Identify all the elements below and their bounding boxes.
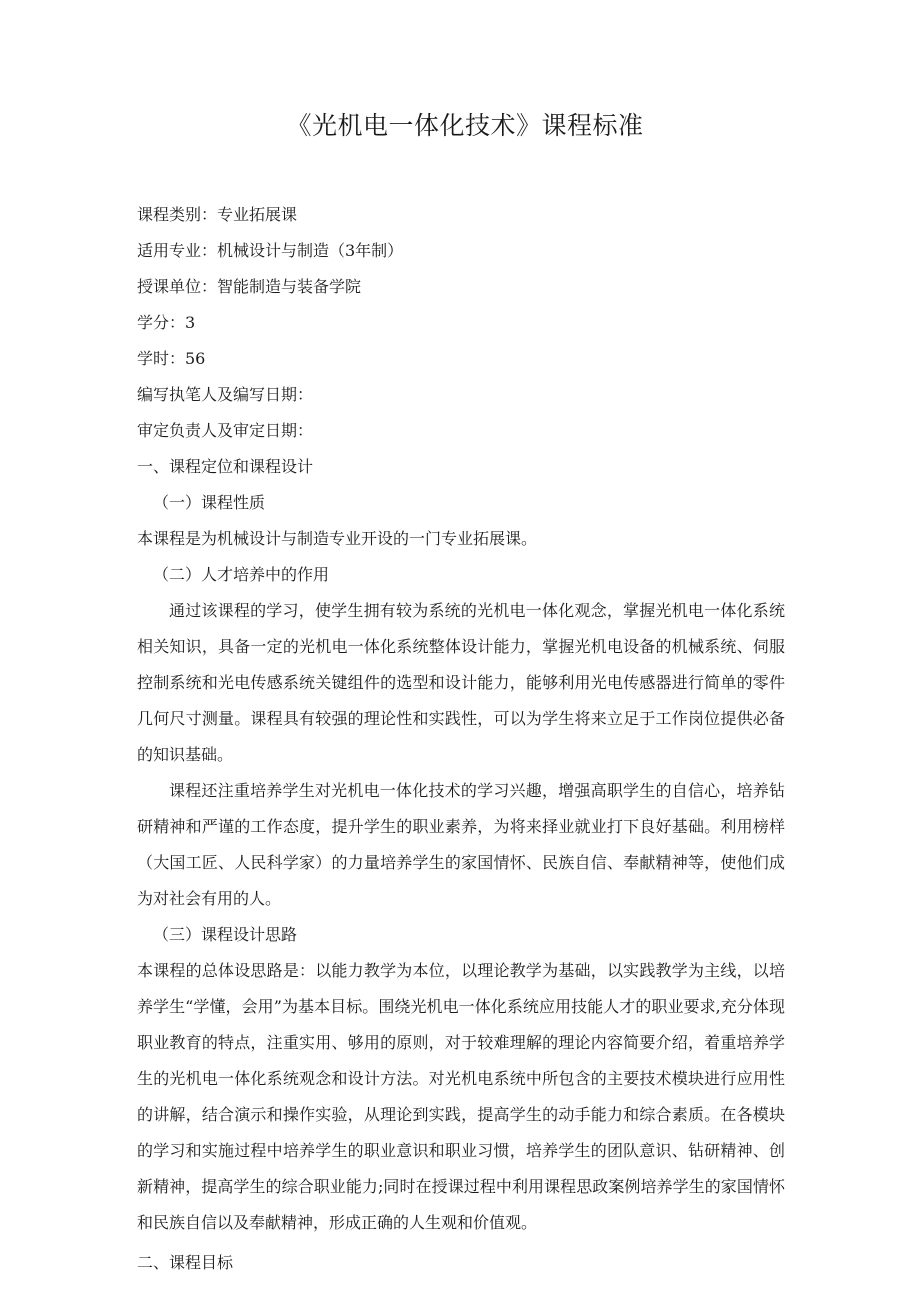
meta-teaching-unit: 授课单位：智能制造与装备学院: [137, 277, 362, 296]
meta-hours: 学时：56: [137, 349, 206, 368]
section-1-1-heading: （一）课程性质: [153, 493, 266, 512]
meta-course-category: 课程类别：专业拓展课: [137, 205, 298, 224]
section-2-heading: 二、课程目标: [137, 1253, 234, 1272]
section-1-heading: 一、课程定位和课程设计: [137, 457, 314, 476]
meta-reviewer-date: 审定负责人及审定日期：: [137, 421, 314, 440]
meta-applicable-major: 适用专业：机械设计与制造（3年制）: [137, 241, 404, 260]
section-1-1-text: 本课程是为机械设计与制造专业开设的一门专业拓展课。: [137, 529, 538, 548]
section-1-3-paragraph-1: 本课程的总体设思路是：以能力教学为本位，以理论教学为基础，以实践教学为主线，以培养学生“学懂，会用”为基本目标。围绕光机电一体化系统应用技能人才的职业要求,充分体现职业教育的特点，注重实用、够用的原则，对于较难理解的理论内容简要介绍，着重培养学生的光机电一体化系统观念和设计方法。对光机电系统中所包含的主要技术模块进行应用性的讲解，结合演示和操作实验，从理论到实践，提高学生的动手能力和综合素质。在各模块的学习和实施过程中培养学生的职业意识和职业习惯，培养学生的团队意识、钻研精神、创新精神，提高学生的综合职业能力;同时在授课过程中利用课程思政案例培养学生的家国情怀和民族自信以及奉献精神，形成正确的人生观和价值观。: [137, 961, 785, 1232]
section-1-3-heading: （三）课程设计思路: [153, 925, 298, 944]
meta-credits: 学分：3: [137, 313, 196, 332]
section-1-2-heading: （二）人才培养中的作用: [153, 565, 330, 584]
meta-author-date: 编写执笔人及编写日期：: [137, 385, 314, 404]
document-title: 《光机电一体化技术》课程标准: [286, 111, 644, 140]
course-meta: [137, 197, 785, 449]
section-1-2-paragraph-2: 课程还注重培养学生对光机电一体化技术的学习兴趣，增强高职学生的自信心，培养钻研精神和严谨的工作态度，提升学生的职业素养，为将来择业就业打下良好基础。利用榜样（大国工匠、人民科学家）的力量培养学生的家国情怀、民族自信、奉献精神等，使他们成为对社会有用的人。: [137, 781, 785, 908]
section-1-2-paragraph-1: 通过该课程的学习，使学生拥有较为系统的光机电一体化观念，掌握光机电一体化系统相关知识，具备一定的光机电一体化系统整体设计能力，掌握光机电设备的机械系统、伺服控制系统和光电传感系统关键组件的选型和设计能力，能够利用光电传感器进行简单的零件几何尺寸测量。课程具有较强的理论性和实践性，可以为学生将来立足于工作岗位提供必备的知识基础。: [137, 601, 785, 764]
